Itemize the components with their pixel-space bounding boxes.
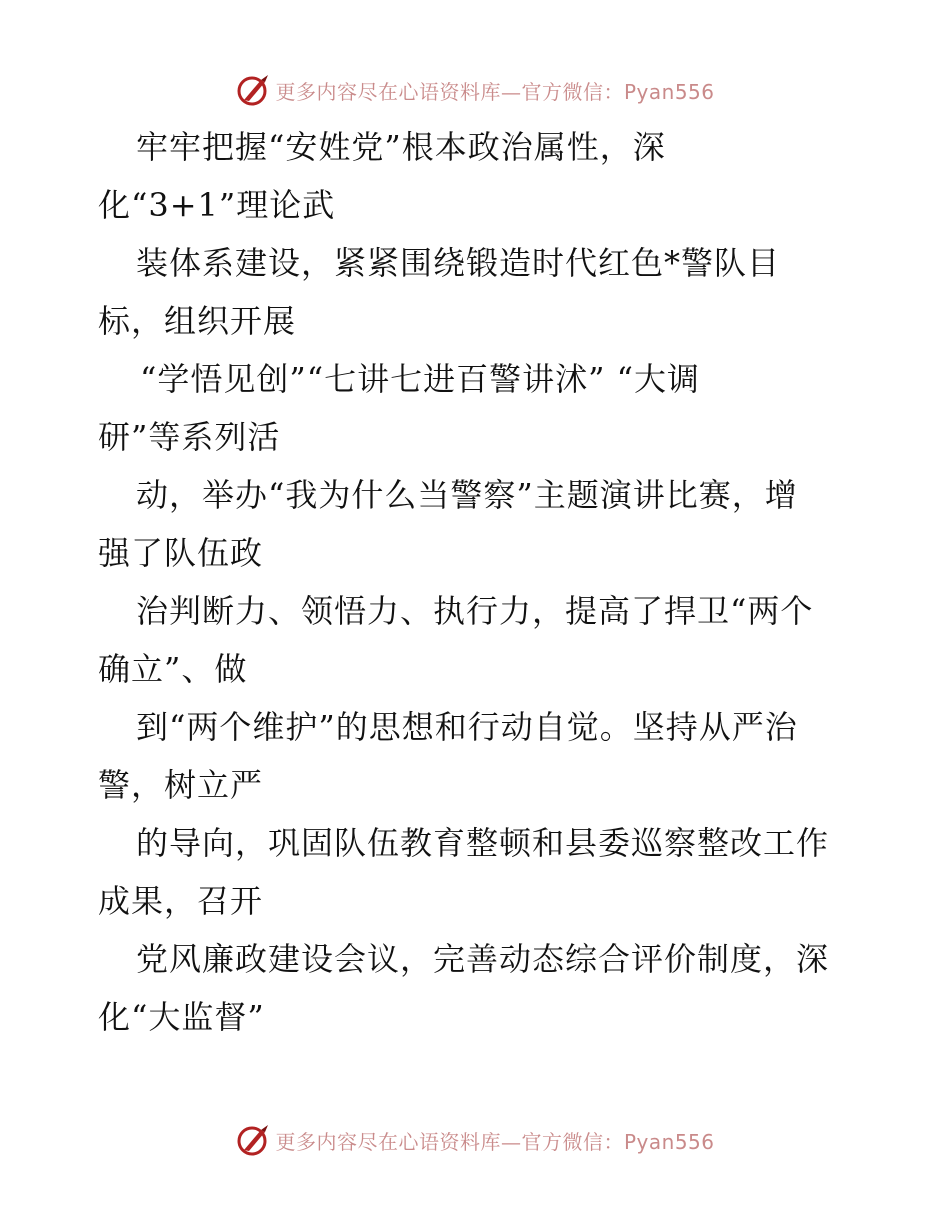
text-line: 到“两个维护”的思想和行动自觉。坚持从严治 <box>136 708 798 746</box>
text-line: “学悟见创”“七讲七进百警讲沭” “大调 <box>140 360 700 398</box>
text-line: 成果，召开 <box>98 882 264 920</box>
document-body <box>98 118 858 1046</box>
text-line: 强了队伍政 <box>98 534 264 572</box>
quill-logo-icon <box>235 1122 271 1158</box>
text-line: 的导向，巩固队伍教育整顿和县委巡察整改工作 <box>136 824 830 862</box>
text-line: 牢牢把握“安姓党”根本政治属性，深 <box>136 128 666 166</box>
header-watermark <box>0 68 950 112</box>
text-line: 动，举办“我为什么当警察”主题演讲比赛，增 <box>136 476 798 514</box>
quill-logo-icon <box>235 72 271 108</box>
text-line: 化“大监督” <box>98 998 265 1036</box>
watermark-id-text: Pyan556 <box>623 79 715 104</box>
text-line: 确立”、做 <box>98 650 248 688</box>
text-line: 装体系建设，紧紧围绕锻造时代红色*警队目 <box>136 244 781 282</box>
text-line: 警，树立严 <box>98 766 264 804</box>
text-line: 化“3+1”理论武 <box>98 186 336 224</box>
footer-watermark <box>0 1118 950 1162</box>
text-line: 党风廉政建设会议，完善动态综合评价制度，深 <box>136 940 830 978</box>
watermark-main-text: 更多内容尽在心语资料库— <box>275 79 522 104</box>
text-line: 治判断力、领悟力、执行力，提高了捍卫“两个 <box>136 592 814 630</box>
watermark-tail-text: 官方微信： <box>521 79 624 104</box>
text-line: 标，组织开展 <box>98 302 297 340</box>
watermark-main-text: 更多内容尽在心语资料库— <box>275 1129 522 1154</box>
text-line: 研”等系列活 <box>98 418 281 456</box>
watermark-tail-text: 官方微信： <box>521 1129 624 1154</box>
watermark-id-text: Pyan556 <box>623 1129 715 1154</box>
